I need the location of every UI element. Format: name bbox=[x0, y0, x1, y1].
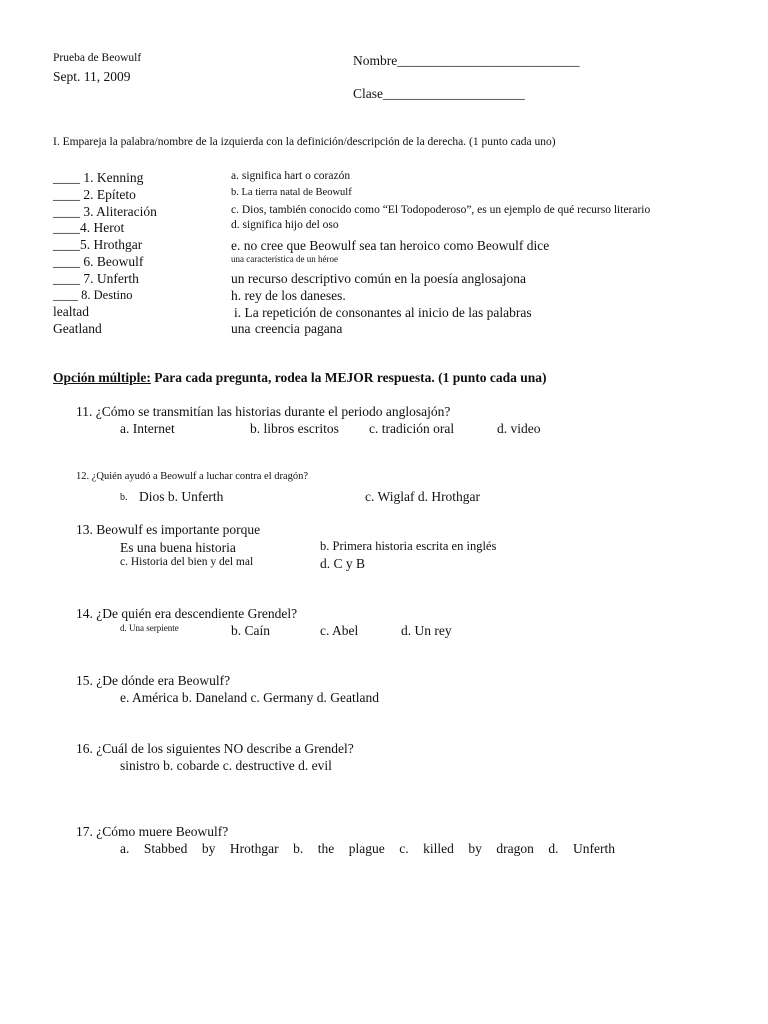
answer-option-marker: b. bbox=[120, 492, 128, 503]
matching-instructions: I. Empareja la palabra/nombre de la izquierda con la definición/descripción de la derecha. (1 punto cada uno) bbox=[53, 136, 556, 148]
class-field: Clase_____________________ bbox=[353, 86, 525, 101]
definition-item: c. Dios, también conocido como “El Todopoderoso”, es un ejemplo de qué recurso literario bbox=[231, 204, 651, 216]
definition-item: b. La tierra natal de Beowulf bbox=[231, 187, 352, 198]
multiple-choice-instructions: Para cada pregunta, rodea la MEJOR respuesta. (1 punto cada una) bbox=[150, 370, 547, 385]
answer-option-word: dragon bbox=[496, 841, 534, 856]
answer-options-line[interactable] bbox=[120, 842, 615, 856]
question-13-prompt: 13. Beowulf es importante porque bbox=[76, 522, 261, 537]
definition-item: una creencia pagana bbox=[231, 321, 343, 336]
term-item: ____ 7. Unferth bbox=[53, 271, 139, 286]
answer-option-word: killed bbox=[423, 841, 454, 856]
answer-option-word: plague bbox=[348, 841, 385, 856]
answer-option[interactable]: d. Una serpiente bbox=[120, 623, 179, 633]
answer-option-word: c. bbox=[399, 841, 409, 856]
definition-item: e. no cree que Beowulf sea tan heroico como Beowulf dice bbox=[231, 238, 550, 253]
answer-option[interactable]: d. C y B bbox=[320, 556, 366, 571]
term-item: ____ 1. Kenning bbox=[53, 170, 144, 185]
term-item: ____4. Herot bbox=[53, 220, 125, 235]
term-item: ____5. Hrothgar bbox=[53, 237, 143, 252]
answer-option[interactable]: c. Wiglaf d. Hrothgar bbox=[365, 489, 481, 504]
answer-option[interactable]: b. Caín bbox=[231, 623, 270, 638]
answer-option-word: d. bbox=[548, 841, 559, 856]
multiple-choice-label: Opción múltiple: bbox=[53, 370, 151, 385]
name-field: Nombre___________________________ bbox=[353, 53, 580, 68]
test-title: Prueba de Beowulf bbox=[53, 52, 142, 64]
answer-option-word: b. bbox=[293, 841, 304, 856]
question-15-prompt: 15. ¿De dónde era Beowulf? bbox=[76, 673, 231, 688]
question-14-prompt: 14. ¿De quién era descendiente Grendel? bbox=[76, 606, 298, 621]
term-item: ____ 2. Epíteto bbox=[53, 187, 136, 202]
question-12-prompt: 12. ¿Quién ayudó a Beowulf a luchar contra el dragón? bbox=[76, 471, 309, 482]
answer-options-line[interactable]: sinistro b. cobarde c. destructive d. evil bbox=[120, 758, 332, 773]
term-item: ____ 3. Aliteración bbox=[53, 204, 157, 219]
answer-option-word: by bbox=[201, 841, 216, 856]
answer-option[interactable]: d. video bbox=[497, 421, 541, 436]
answer-option[interactable]: a. Internet bbox=[120, 421, 175, 436]
answer-option-word: Stabbed bbox=[143, 841, 188, 856]
answer-option[interactable]: b. libros escritos bbox=[250, 421, 339, 436]
answer-option-word: by bbox=[468, 841, 482, 856]
answer-option-word: the bbox=[317, 841, 335, 856]
definition-item: un recurso descriptivo común en la poesía anglosajona bbox=[231, 271, 527, 286]
answer-option-word: Unferth bbox=[572, 841, 615, 856]
definition-item: una característica de un héroe bbox=[231, 254, 338, 264]
definition-item: d. significa hijo del oso bbox=[231, 219, 339, 231]
term-item: lealtad bbox=[53, 304, 89, 319]
term-item: Geatland bbox=[53, 321, 102, 336]
answer-option[interactable]: c. tradición oral bbox=[369, 421, 455, 436]
answer-option[interactable]: c. Abel bbox=[320, 623, 359, 638]
answer-option[interactable]: Dios b. Unferth bbox=[139, 489, 224, 504]
question-16-prompt: 16. ¿Cuál de los siguientes NO describe a Grendel? bbox=[76, 741, 354, 756]
question-11-prompt: 11. ¿Cómo se transmitían las historias durante el periodo anglosajón? bbox=[76, 404, 451, 419]
answer-option-word: Hrothgar bbox=[229, 841, 279, 856]
answer-option[interactable]: d. Un rey bbox=[401, 623, 452, 638]
answer-option[interactable]: b. Primera historia escrita en inglés bbox=[320, 539, 497, 553]
answer-option[interactable]: c. Historia del bien y del mal bbox=[120, 556, 254, 568]
definition-item: h. rey de los daneses. bbox=[231, 288, 346, 303]
multiple-choice-heading bbox=[53, 371, 547, 385]
answer-option[interactable]: Es una buena historia bbox=[120, 540, 236, 555]
test-date: Sept. 11, 2009 bbox=[53, 69, 131, 84]
answer-options-line[interactable]: e. América b. Daneland c. Germany d. Geatland bbox=[120, 690, 380, 705]
term-item: ____ 8. Destino bbox=[53, 288, 133, 302]
definition-item: a. significa hart o corazón bbox=[231, 170, 351, 182]
definition-item: i. La repetición de consonantes al inicio de las palabras bbox=[234, 305, 532, 320]
term-item: ____ 6. Beowulf bbox=[53, 254, 144, 269]
question-17-prompt: 17. ¿Cómo muere Beowulf? bbox=[76, 824, 229, 839]
answer-option-word: a. bbox=[120, 841, 130, 856]
